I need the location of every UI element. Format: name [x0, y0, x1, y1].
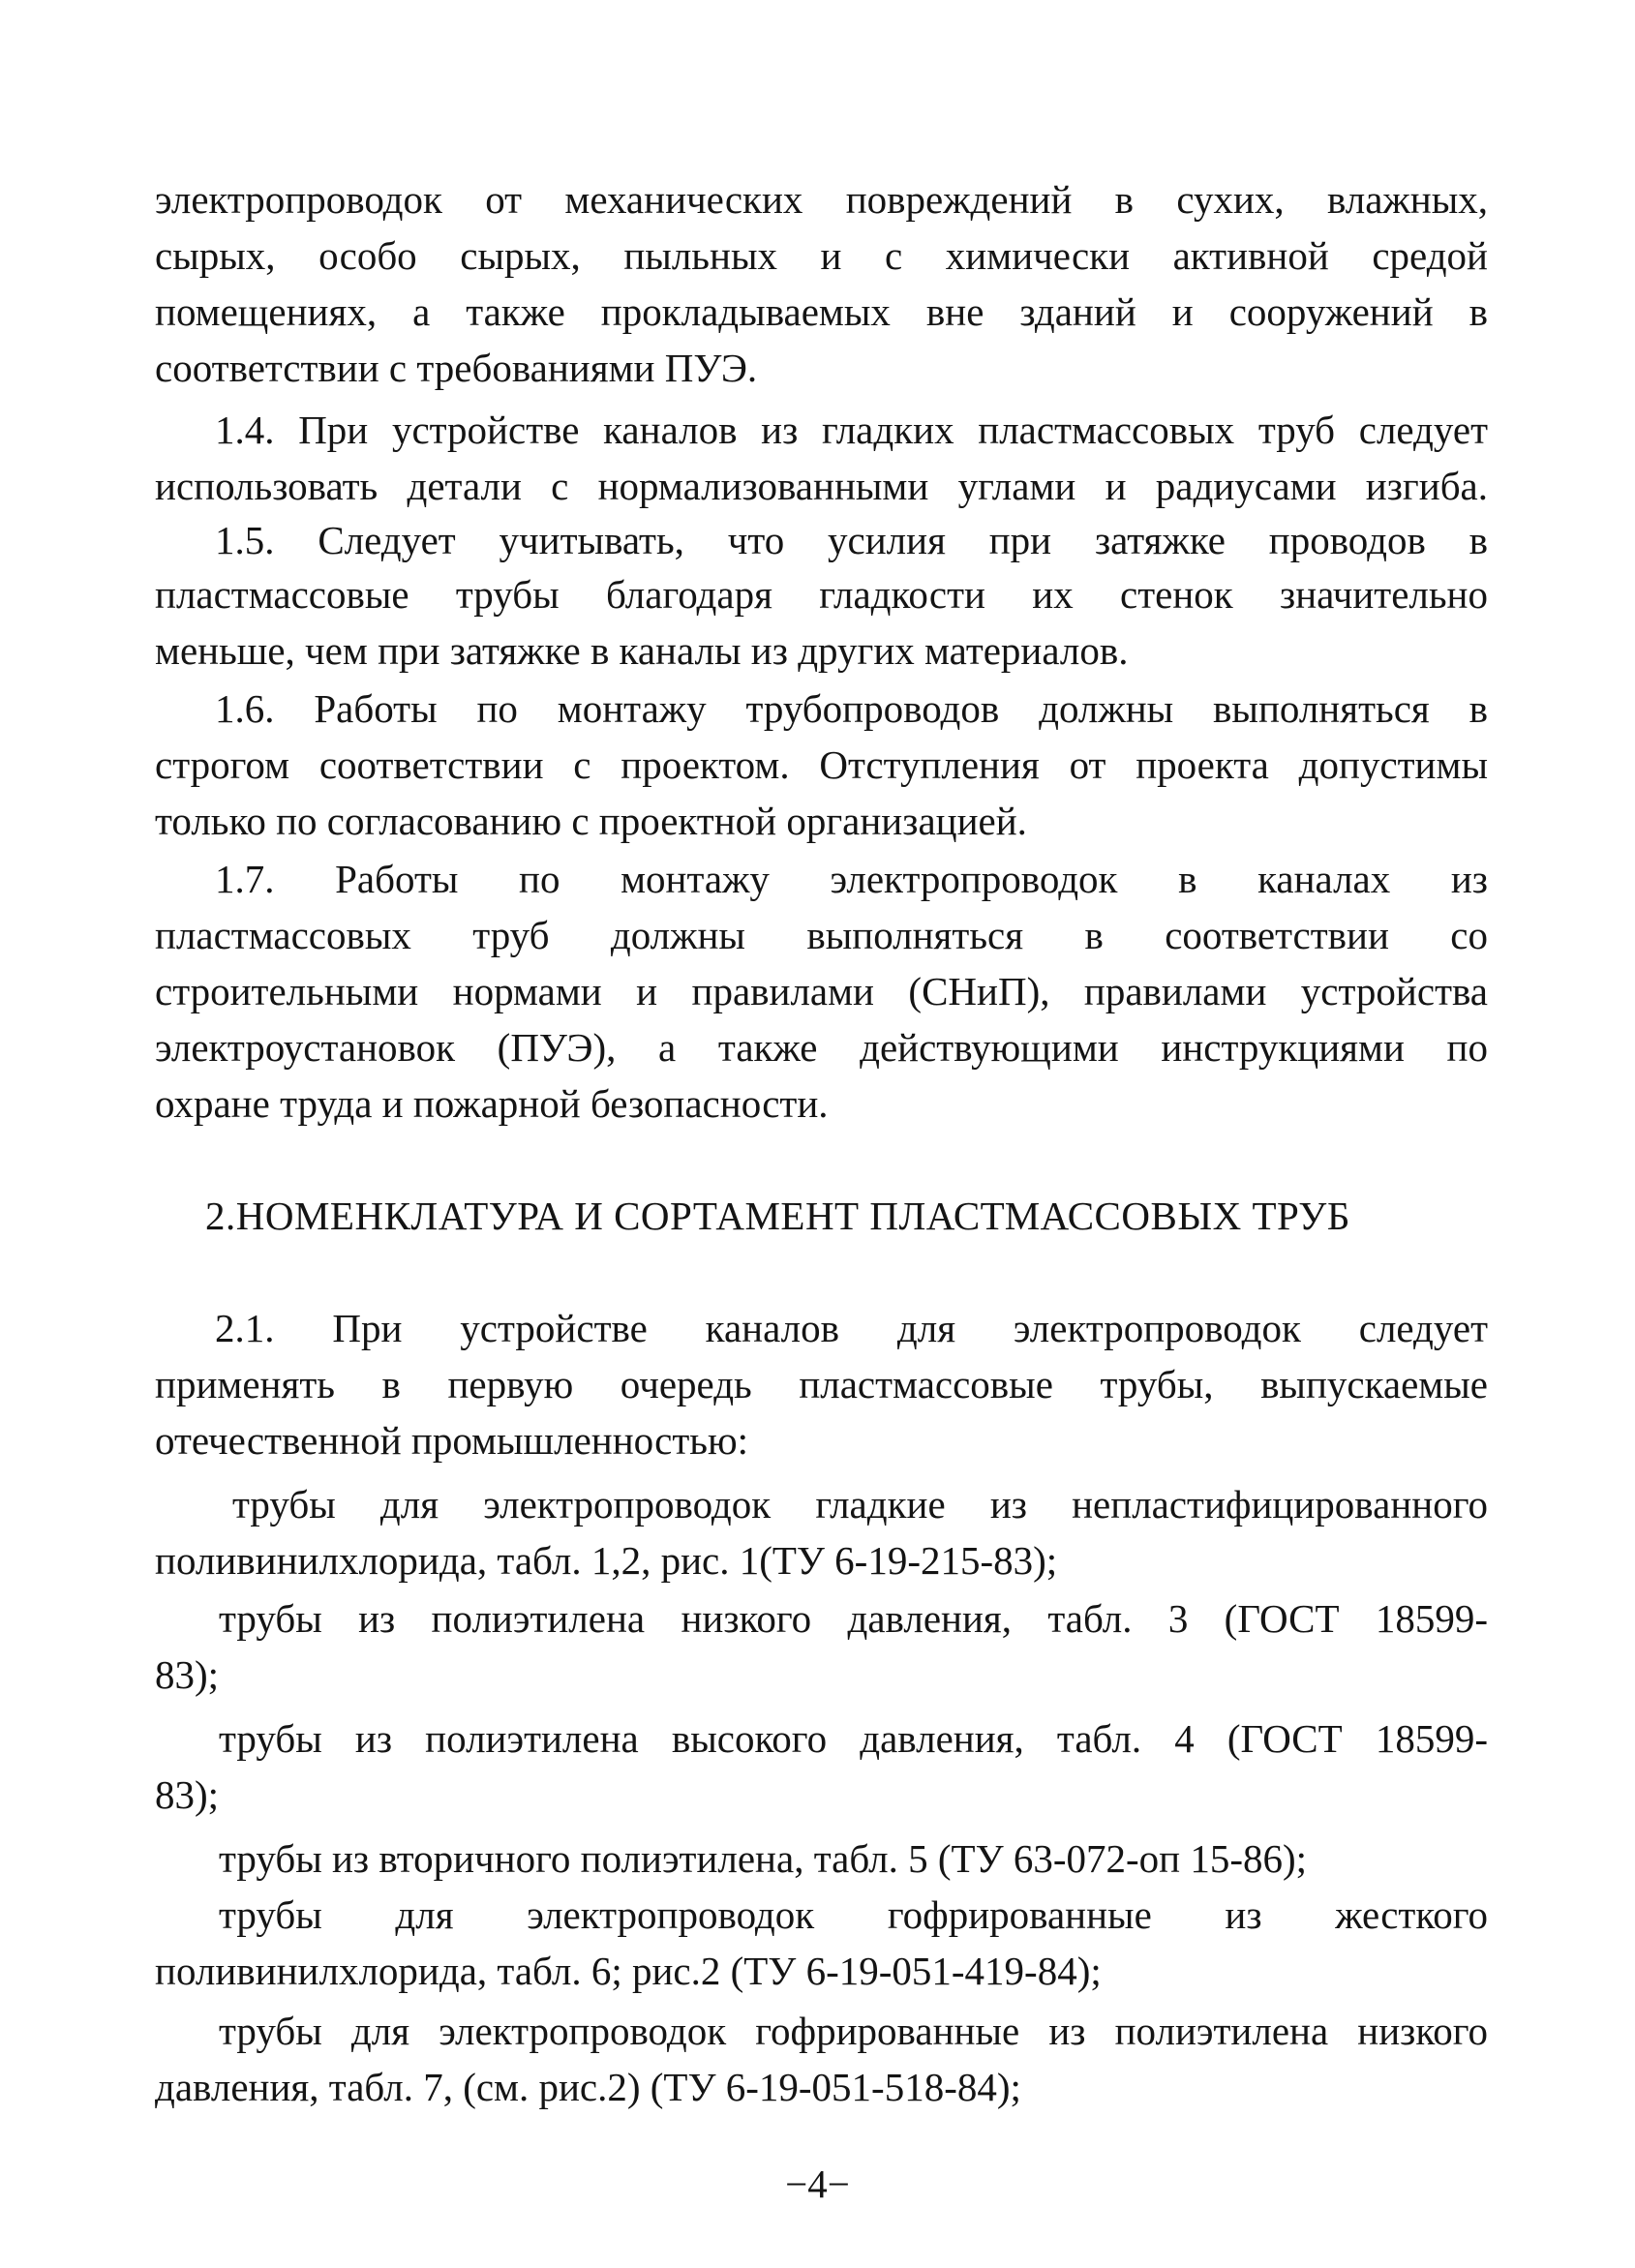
paragraph-line: применять в первую очередь пластмассовые трубы, выпускаемые	[155, 1362, 1488, 1406]
paragraph-line: электроустановок (ПУЭ), а также действующими инструкциями по	[155, 1025, 1488, 1070]
paragraph-line: пластмассовых труб должны выполняться в соответствии со	[155, 913, 1488, 957]
paragraph-line: пластмассовые трубы благодаря гладкости их стенок значительно	[155, 572, 1488, 617]
paragraph-line: 1.7. Работы по монтажу электропроводок в каналах из	[215, 857, 1488, 901]
list-item-line: поливинилхлорида, табл. 1,2, рис. 1(ТУ 6-19-215-83);	[155, 1538, 1058, 1583]
paragraph-line: 1.4. При устройстве каналов из гладких пластмассовых труб следует	[215, 408, 1488, 452]
paragraph-line: меньше, чем при затяжке в каналы из других материалов.	[155, 628, 1129, 673]
paragraph-line: использовать детали с нормализованными углами и радиусами изгиба.	[155, 464, 1488, 508]
paragraph-line: сырых, особо сырых, пыльных и с химически активной средой	[155, 233, 1488, 278]
paragraph-line: только по согласованию с проектной организацией.	[155, 799, 1027, 843]
list-item-line: трубы для электропроводок гофрированные из жесткого	[219, 1892, 1488, 1937]
list-item-line: трубы для электропроводок гладкие из непластифицированного	[232, 1482, 1488, 1527]
paragraph-line: соответствии с требованиями ПУЭ.	[155, 346, 758, 390]
list-item-line: трубы из полиэтилена низкого давления, табл. 3 (ГОСТ 18599-	[219, 1596, 1488, 1641]
paragraph-line: строительными нормами и правилами (СНиП), правилами устройства	[155, 969, 1488, 1013]
list-item-line: поливинилхлорида, табл. 6; рис.2 (ТУ 6-19-051-419-84);	[155, 1949, 1102, 1993]
paragraph-line: строгом соответствии с проектом. Отступления от проекта допустимы	[155, 742, 1488, 787]
list-item-line: трубы из вторичного полиэтилена, табл. 5 (ТУ 63-072-оп 15-86);	[219, 1836, 1308, 1881]
paragraph-line: охране труда и пожарной безопасности.	[155, 1081, 829, 1126]
paragraph-line: 1.6. Работы по монтажу трубопроводов должны выполняться в	[215, 686, 1488, 731]
section-heading: 2.НОМЕНКЛАТУРА И СОРТАМЕНТ ПЛАСТМАССОВЫХ ТРУБ	[205, 1194, 1350, 1238]
list-item-line: 83);	[155, 1652, 220, 1697]
list-item-line: 83);	[155, 1772, 220, 1817]
list-item-line: давления, табл. 7, (см. рис.2) (ТУ 6-19-051-518-84);	[155, 2065, 1021, 2109]
list-item-line: трубы для электропроводок гофрированные из полиэтилена низкого	[219, 2009, 1488, 2053]
paragraph-line: отечественной промышленностью:	[155, 1418, 749, 1463]
paragraph-line: помещениях, а также прокладываемых вне зданий и сооружений в	[155, 289, 1488, 334]
paragraph-line: электропроводок от механических повреждений в сухих, влажных,	[155, 177, 1488, 222]
paragraph-line: 2.1. При устройстве каналов для электропроводок следует	[215, 1306, 1488, 1350]
list-item-line: трубы из полиэтилена высокого давления, табл. 4 (ГОСТ 18599-	[219, 1716, 1488, 1761]
page-number: −4−	[785, 2162, 850, 2206]
paragraph-line: 1.5. Следует учитывать, что усилия при затяжке проводов в	[215, 518, 1488, 562]
